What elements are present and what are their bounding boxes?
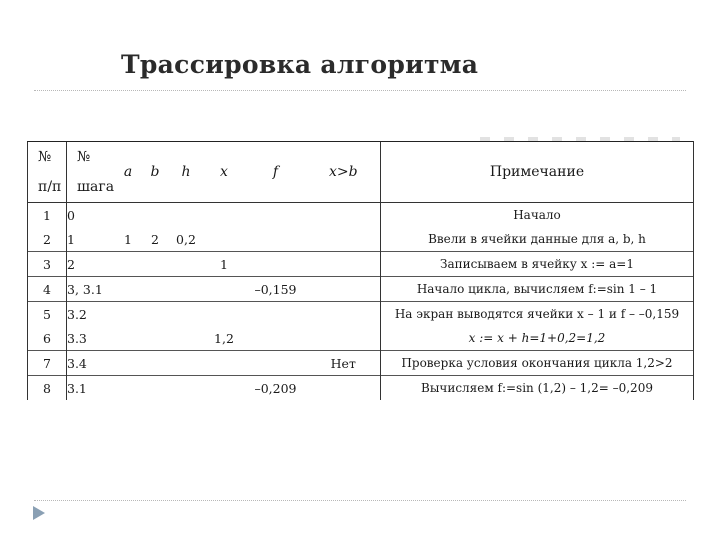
- cell-b: 2: [151, 231, 159, 247]
- cell-f: [245, 252, 307, 277]
- cell-x: [204, 277, 245, 302]
- cell-step: 3.1: [67, 376, 115, 401]
- cell-condition: [307, 227, 381, 252]
- cell-row-number: 5: [28, 302, 67, 327]
- cell-b: [142, 277, 169, 302]
- cell-h: [169, 351, 204, 376]
- next-slide-arrow-icon[interactable]: [32, 505, 46, 521]
- cell-step: 3.4: [67, 351, 115, 376]
- header-step-number-symbol: №: [77, 149, 91, 165]
- cell-condition: Нет: [307, 351, 381, 376]
- table-header-row: [28, 142, 694, 203]
- cell-a: [115, 203, 142, 228]
- cell-row-number: 4: [28, 277, 67, 302]
- header-row-number: [28, 142, 67, 203]
- cell-a: 1: [124, 231, 132, 247]
- header-x: x: [204, 142, 245, 203]
- cell-x: [204, 376, 245, 401]
- table-row: [28, 252, 694, 277]
- title-divider: [34, 90, 686, 91]
- header-row-number-symbol: №: [38, 149, 52, 165]
- cell-b: [142, 326, 169, 351]
- cell-condition: [307, 302, 381, 327]
- cell-step: 2: [67, 252, 115, 277]
- cell-row-number: 1: [28, 203, 67, 228]
- cell-note: Записываем в ячейку x := a=1: [381, 252, 694, 277]
- cell-note: Проверка условия окончания цикла 1,2>2: [381, 351, 694, 376]
- cell-b: [142, 203, 169, 228]
- cell-step: 3.3: [67, 326, 115, 351]
- header-step-number-label: шага: [77, 179, 115, 195]
- footer-divider: [34, 500, 686, 501]
- header-f: f: [245, 142, 307, 203]
- header-h: h: [169, 142, 204, 203]
- cell-h: [169, 252, 204, 277]
- cell-a: [115, 351, 142, 376]
- cell-f: [245, 302, 307, 327]
- cell-b: [142, 376, 169, 401]
- header-row-number-label: п/п: [38, 179, 62, 195]
- cell-x: [204, 227, 245, 252]
- cell-row-number: 7: [28, 351, 67, 376]
- cell-row-number: 2: [28, 227, 67, 252]
- table-row: [28, 277, 694, 302]
- cell-h: [169, 302, 204, 327]
- cell-f: [245, 203, 307, 228]
- cell-condition: [307, 326, 381, 351]
- cell-f: –0,209: [245, 376, 307, 401]
- cell-note: Начало цикла, вычисляем f:=sin 1 – 1: [381, 277, 694, 302]
- cell-x: [204, 351, 245, 376]
- cell-condition: [307, 203, 381, 228]
- cell-row-number: 3: [28, 252, 67, 277]
- cell-b: [142, 252, 169, 277]
- table-row: [28, 203, 694, 228]
- slide-title: Трассировка алгоритма: [121, 50, 479, 79]
- cell-row-number: 8: [28, 376, 67, 401]
- cell-note: Ввели в ячейки данные для a, b, h: [381, 227, 694, 252]
- cell-h: [169, 326, 204, 351]
- cell-x: [204, 302, 245, 327]
- cell-h: 0,2: [176, 231, 196, 247]
- cell-note: x := x + h=1+0,2=1,2: [381, 326, 694, 351]
- cell-x: 1: [204, 252, 245, 277]
- table-row: [28, 376, 694, 401]
- table-row: [28, 227, 694, 252]
- cell-step: 3.2: [67, 302, 115, 327]
- cell-note: Вычисляем f:=sin (1,2) – 1,2= –0,209: [381, 376, 694, 401]
- cell-h: [169, 203, 204, 228]
- cell-note: На экран выводятся ячейки x – 1 и f – –0,159: [381, 302, 694, 327]
- cell-f: [245, 227, 307, 252]
- table-row: [28, 326, 694, 351]
- header-step-number: [67, 142, 115, 203]
- cell-x: [204, 203, 245, 228]
- cell-h: [169, 277, 204, 302]
- header-note: Примечание: [381, 142, 694, 203]
- cell-condition: [307, 252, 381, 277]
- cell-a: [115, 252, 142, 277]
- cell-step: 3, 3.1: [67, 277, 115, 302]
- cell-b: [142, 351, 169, 376]
- trace-table: [27, 141, 694, 400]
- cell-condition: [307, 277, 381, 302]
- table-row: [28, 351, 694, 376]
- cell-f: [245, 326, 307, 351]
- cell-step: 1: [67, 227, 115, 252]
- cell-step: 0: [67, 203, 115, 228]
- cell-h: [169, 376, 204, 401]
- cell-x: 1,2: [214, 330, 234, 346]
- header-a: a: [115, 142, 142, 203]
- cell-a: [115, 376, 142, 401]
- table-row: [28, 302, 694, 327]
- cell-b: [142, 302, 169, 327]
- cell-row-number: 6: [28, 326, 67, 351]
- header-b: b: [142, 142, 169, 203]
- cell-f: –0,159: [245, 277, 307, 302]
- cell-note: Начало: [381, 203, 694, 228]
- header-condition: x>b: [307, 142, 381, 203]
- cell-a: [115, 326, 142, 351]
- cell-a: [115, 277, 142, 302]
- cell-a: [115, 302, 142, 327]
- cell-f: [245, 351, 307, 376]
- cell-condition: [307, 376, 381, 401]
